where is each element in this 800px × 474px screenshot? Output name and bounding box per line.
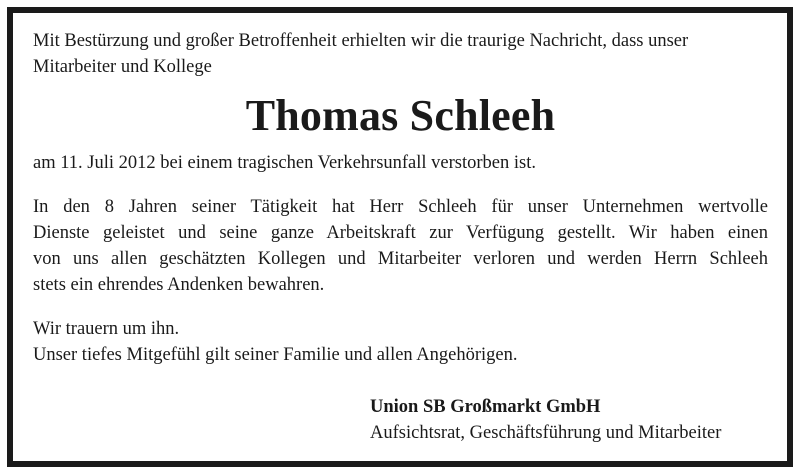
company-name: Union SB Großmarkt GmbH <box>370 397 601 417</box>
signature-departments: Aufsichtsrat, Geschäftsführung und Mitarbeiter <box>370 423 722 443</box>
signature-block <box>370 394 721 446</box>
tribute-line-1: In den 8 Jahren seiner Tätigkeit hat Herr Schleeh für unser Unternehmen wertvolle <box>33 197 768 217</box>
intro-line-2: Mitarbeiter und Kollege <box>33 57 212 77</box>
intro-line-1: Mit Bestürzung und großer Betroffenheit erhielten wir die traurige Nachricht, dass unser <box>33 31 689 51</box>
mourning-line-1: Wir trauern um ihn. <box>33 319 180 339</box>
tribute-line-3: von uns allen geschätzten Kollegen und Mitarbeiter verloren und werden Herrn Schleeh <box>33 249 768 269</box>
death-notice: am 11. Juli 2012 bei einem tragischen Verkehrsunfall verstorben ist. <box>33 153 536 173</box>
mourning-line-2: Unser tiefes Mitgefühl gilt seiner Familie und allen Angehörigen. <box>33 345 518 365</box>
tribute-paragraph <box>33 194 768 298</box>
tribute-line-4: stets ein ehrendes Andenken bewahren. <box>33 275 325 295</box>
obituary-text <box>33 28 768 368</box>
deceased-name: Thomas Schleeh <box>245 91 556 140</box>
tribute-line-2: Dienste geleistet und seine ganze Arbeitskraft zur Verfügung gestellt. Wir haben einen <box>33 223 768 243</box>
intro-paragraph <box>33 28 768 80</box>
mourning-paragraph <box>33 316 768 368</box>
